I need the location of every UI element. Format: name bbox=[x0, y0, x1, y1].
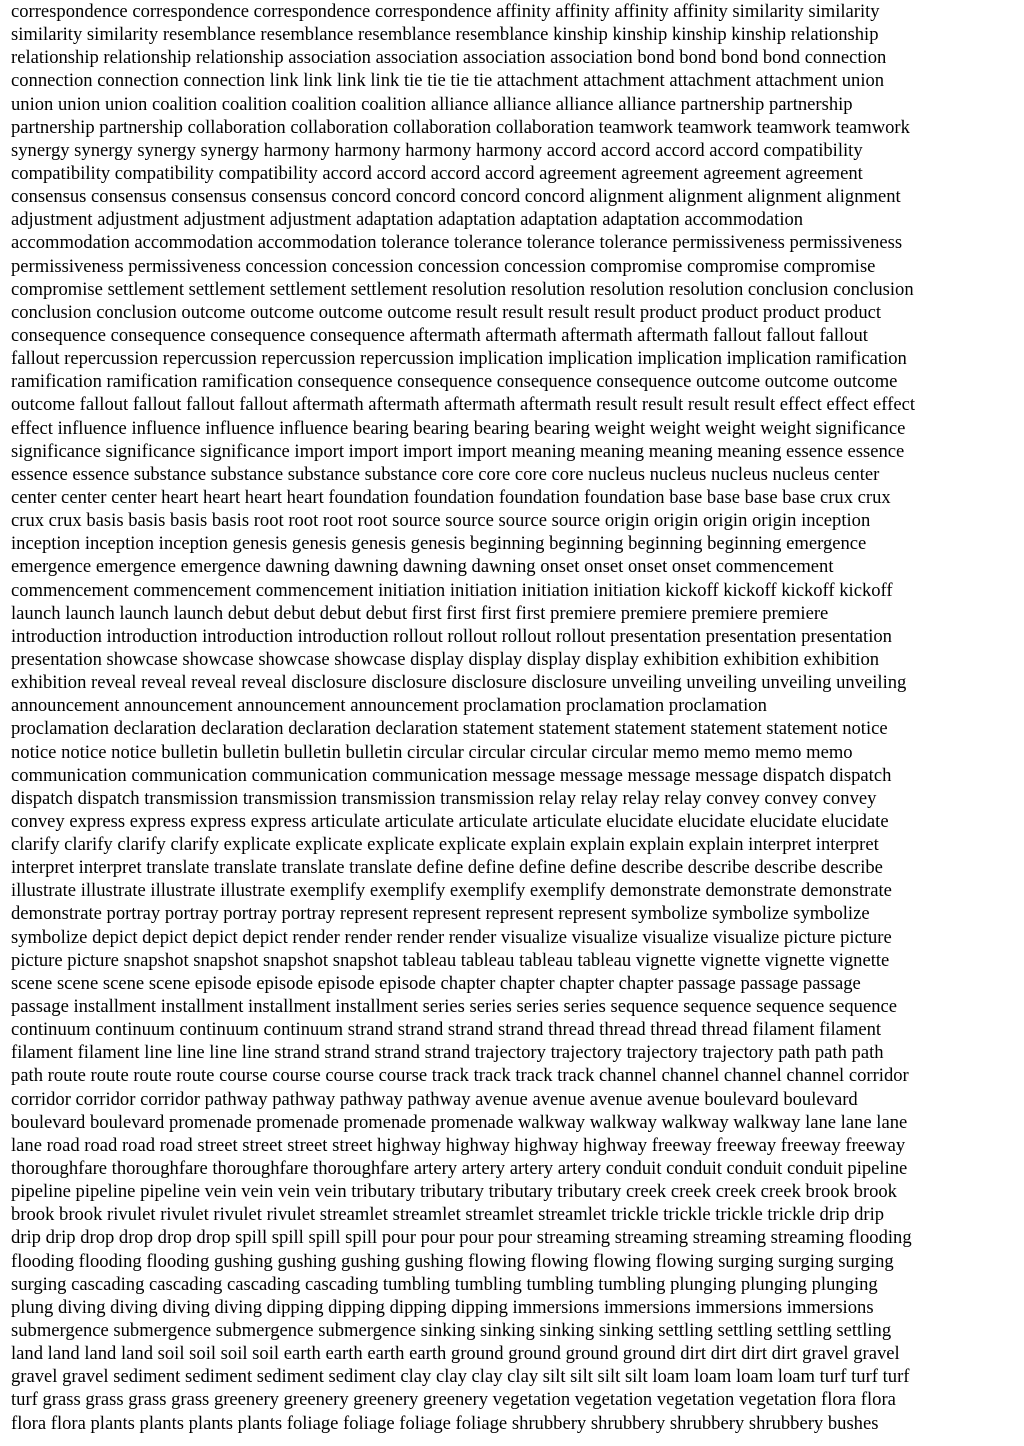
text-line: announcement announcement announcement announcement proclamation proclamation proclamation bbox=[11, 695, 767, 717]
text-line: surging cascading cascading cascading cascading tumbling tumbling tumbling tumbling plunging plunging plunging bbox=[11, 1273, 878, 1295]
text-line: union union union coalition coalition coalition coalition alliance alliance alliance alliance partnership partnership bbox=[11, 93, 853, 115]
text-line: permissiveness permissiveness concession concession concession concession compromise compromise compromise bbox=[11, 255, 876, 277]
text-line: lane road road road road street street street street highway highway highway highway freeway freeway freeway freeway bbox=[11, 1134, 906, 1156]
text-line: drip drip drop drop drop drop spill spill spill spill pour pour pour pour streaming streaming streaming streaming flooding bbox=[11, 1227, 912, 1249]
text-line: plung diving diving diving diving dipping dipping dipping dipping immersions immersions immersions immersions bbox=[11, 1296, 874, 1318]
text-line: demonstrate portray portray portray portray represent represent represent represent symbolize symbolize symbolize bbox=[11, 903, 870, 925]
text-line: gravel gravel sediment sediment sediment sediment clay clay clay clay silt silt silt silt loam loam loam loam turf turf turf bbox=[11, 1366, 910, 1388]
text-line: filament filament line line line line strand strand strand strand trajectory trajectory trajectory trajectory path path path bbox=[11, 1042, 884, 1064]
text-line: compromise settlement settlement settlement settlement resolution resolution resolution resolution conclusion conclusion bbox=[11, 278, 914, 300]
text-line: notice notice notice bulletin bulletin bulletin bulletin circular circular circular circular memo memo memo memo bbox=[11, 741, 853, 763]
text-line: adjustment adjustment adjustment adjustment adaptation adaptation adaptation adaptation accommodation bbox=[11, 209, 804, 231]
text-line: outcome fallout fallout fallout fallout aftermath aftermath aftermath aftermath result result result result effect effect effect bbox=[11, 394, 915, 416]
text-line: center center center heart heart heart heart foundation foundation foundation foundation base base base base crux crux bbox=[11, 486, 891, 508]
text-line: consequence consequence consequence consequence aftermath aftermath aftermath aftermath fallout fallout fallout bbox=[11, 324, 868, 346]
text-line: exhibition reveal reveal reveal reveal disclosure disclosure disclosure disclosure unveiling unveiling unveiling unveiling bbox=[11, 672, 907, 694]
text-line: fallout repercussion repercussion repercussion repercussion implication implication implication implication ramification bbox=[11, 348, 907, 370]
text-line: dispatch dispatch transmission transmission transmission transmission relay relay relay relay convey convey convey bbox=[11, 787, 877, 809]
text-line: pipeline pipeline pipeline vein vein vein vein tributary tributary tributary tributary creek creek creek creek brook brook bbox=[11, 1181, 897, 1203]
text-line: symbolize depict depict depict depict render render render render visualize visualize visualize visualize picture picture bbox=[11, 926, 892, 948]
text-line: similarity similarity resemblance resemblance resemblance resemblance kinship kinship kinship kinship relationship bbox=[11, 24, 879, 46]
text-line: picture picture snapshot snapshot snapshot snapshot tableau tableau tableau tableau vignette vignette vignette vignette bbox=[11, 949, 890, 971]
text-line: presentation showcase showcase showcase showcase display display display display exhibition exhibition exhibition bbox=[11, 648, 880, 670]
text-line: introduction introduction introduction introduction rollout rollout rollout rollout presentation presentation presentation bbox=[11, 625, 892, 647]
text-line: boulevard boulevard promenade promenade promenade promenade walkway walkway walkway walkway lane lane lane bbox=[11, 1111, 908, 1133]
text-line: effect influence influence influence influence bearing bearing bearing bearing weight weight weight weight significance bbox=[11, 417, 906, 439]
text-line: flora flora plants plants plants plants foliage foliage foliage foliage shrubbery shrubbery shrubbery shrubbery bushes bbox=[11, 1412, 879, 1434]
text-line: essence essence substance substance substance substance core core core core nucleus nucleus nucleus nucleus center bbox=[11, 463, 880, 485]
text-line: flooding flooding flooding gushing gushing gushing gushing flowing flowing flowing flowing surging surging surging bbox=[11, 1250, 894, 1272]
text-line: consensus consensus consensus consensus concord concord concord concord alignment alignment alignment alignment bbox=[11, 186, 901, 208]
text-line: crux crux basis basis basis basis root root root root source source source source origin origin origin origin inception bbox=[11, 510, 871, 532]
text-line: partnership partnership collaboration collaboration collaboration collaboration teamwork teamwork teamwork teamwork bbox=[11, 116, 910, 138]
text-line: compatibility compatibility compatibility accord accord accord accord agreement agreement agreement agreement bbox=[11, 162, 863, 184]
text-line: emergence emergence emergence dawning dawning dawning dawning onset onset onset onset commencement bbox=[11, 556, 834, 578]
text-line: continuum continuum continuum continuum strand strand strand strand thread thread thread thread filament filament bbox=[11, 1019, 882, 1041]
text-line: ramification ramification ramification consequence consequence consequence consequence outcome outcome outcome bbox=[11, 371, 898, 393]
text-line: commencement commencement commencement initiation initiation initiation initiation kickoff kickoff kickoff kickoff bbox=[11, 579, 893, 601]
text-line: accommodation accommodation accommodation tolerance tolerance tolerance tolerance permissiveness permissiveness bbox=[11, 232, 903, 254]
text-line: inception inception inception genesis genesis genesis genesis beginning beginning beginning beginning emergence bbox=[11, 533, 867, 555]
text-line: proclamation declaration declaration declaration declaration statement statement statement statement statement notice bbox=[11, 718, 888, 740]
text-line: connection connection connection link link link link tie tie tie tie attachment attachment attachment attachment union bbox=[11, 70, 885, 92]
text-line: launch launch launch launch debut debut debut debut first first first first premiere premiere premiere premiere bbox=[11, 602, 829, 624]
body-text bbox=[11, 0, 1015, 1435]
text-line: path route route route route course course course course track track track track channel channel channel channel corridor bbox=[11, 1065, 909, 1087]
text-line: thoroughfare thoroughfare thoroughfare thoroughfare artery artery artery artery conduit conduit conduit conduit pipeline bbox=[11, 1158, 908, 1180]
text-line: corridor corridor corridor pathway pathway pathway pathway avenue avenue avenue avenue boulevard boulevard bbox=[11, 1088, 858, 1110]
text-line: brook brook rivulet rivulet rivulet rivulet streamlet streamlet streamlet streamlet trickle trickle trickle trickle drip drip bbox=[11, 1204, 885, 1226]
text-line: turf grass grass grass grass greenery greenery greenery greenery vegetation vegetation vegetation vegetation flora flora bbox=[11, 1389, 896, 1411]
text-line: passage installment installment installment installment series series series series sequence sequence sequence sequence bbox=[11, 996, 898, 1018]
text-line: clarify clarify clarify clarify explicate explicate explicate explicate explain explain explain explain interpret interpret bbox=[11, 834, 879, 856]
text-line: communication communication communication communication message message message message dispatch dispatch bbox=[11, 764, 892, 786]
text-line: relationship relationship relationship association association association association bond bond bond bond connection bbox=[11, 47, 887, 69]
text-line: submergence submergence submergence submergence sinking sinking sinking sinking settling settling settling settling bbox=[11, 1320, 892, 1342]
text-line: synergy synergy synergy synergy harmony harmony harmony harmony accord accord accord accord compatibility bbox=[11, 139, 863, 161]
text-line: conclusion conclusion outcome outcome outcome outcome result result result result product product product product bbox=[11, 301, 882, 323]
text-line: interpret interpret translate translate translate translate define define define define describe describe describe describe bbox=[11, 857, 883, 879]
text-line: illustrate illustrate illustrate illustrate exemplify exemplify exemplify exemplify demonstrate demonstrate demonstrate bbox=[11, 880, 892, 902]
text-line: scene scene scene scene episode episode episode episode chapter chapter chapter chapter passage passage passage bbox=[11, 972, 861, 994]
text-line: significance significance significance import import import import meaning meaning meaning meaning essence essence bbox=[11, 440, 905, 462]
text-line: land land land land soil soil soil soil earth earth earth earth ground ground ground ground dirt dirt dirt dirt gravel gravel bbox=[11, 1343, 900, 1365]
text-line: correspondence correspondence correspondence correspondence affinity affinity affinity affinity similarity similarity bbox=[11, 1, 880, 22]
text-line: convey express express express express articulate articulate articulate articulate elucidate elucidate elucidate elucidate bbox=[11, 810, 889, 832]
